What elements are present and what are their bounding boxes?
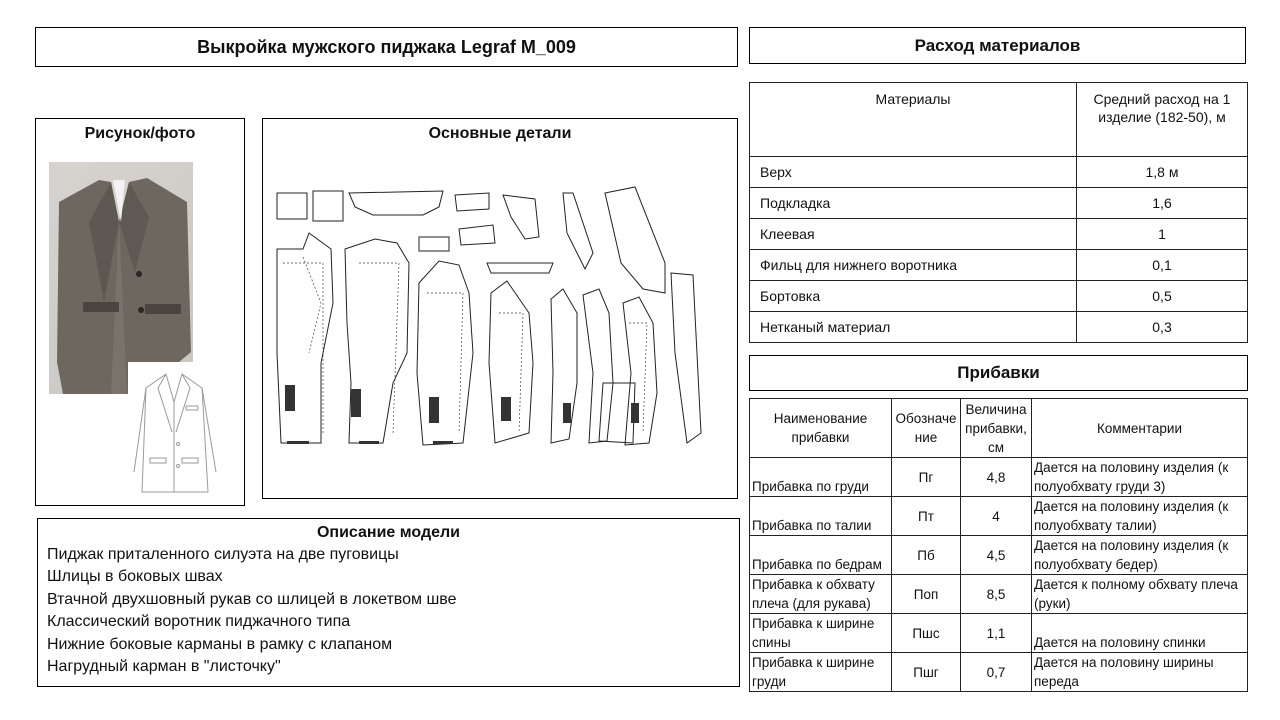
allowance-comment: Дается на половину изделия (к полуобхвату груди 3) <box>1032 458 1248 497</box>
allowance-code: Пб <box>892 536 961 575</box>
allowance-name: Прибавка по бедрам <box>750 536 892 575</box>
allowance-name: Прибавка по талии <box>750 497 892 536</box>
allowance-name: Прибавка к обхвату плеча (для рукава) <box>750 575 892 614</box>
details-panel <box>262 118 738 499</box>
allowance-row <box>750 497 1248 536</box>
material-amount: 0,3 <box>1077 312 1248 343</box>
material-name: Клеевая <box>750 219 1077 250</box>
material-amount: 1,6 <box>1077 188 1248 219</box>
page-title-box <box>35 27 738 67</box>
description-line: Втачной двухшовный рукав со шлицей в локетвом шве <box>47 590 457 608</box>
allowance-row <box>750 536 1248 575</box>
allowance-row <box>750 575 1248 614</box>
jacket-sketch <box>128 362 226 502</box>
material-name: Подкладка <box>750 188 1077 219</box>
allowance-name: Прибавка к ширине груди <box>750 653 892 692</box>
allowances-col-value: Величина прибавки, см <box>961 399 1032 458</box>
materials-col-name: Материалы <box>750 83 1077 157</box>
material-amount: 0,1 <box>1077 250 1248 281</box>
material-name: Верх <box>750 157 1077 188</box>
material-amount: 0,5 <box>1077 281 1248 312</box>
materials-col-amount: Средний расход на 1 изделие (182-50), м <box>1077 83 1248 157</box>
allowance-code: Пшс <box>892 614 961 653</box>
photo-panel-title: Рисунок/фото <box>84 125 196 142</box>
allowance-comment: Дается на половину изделия (к полуобхвату бедер) <box>1032 536 1248 575</box>
allowance-code: Поп <box>892 575 961 614</box>
allowance-comment: Дается на половину спинки <box>1032 614 1248 653</box>
allowances-table <box>749 398 1248 692</box>
allowance-value: 0,7 <box>961 653 1032 692</box>
allowance-code: Пшг <box>892 653 961 692</box>
material-amount: 1 <box>1077 219 1248 250</box>
allowance-name: Прибавка к ширине спины <box>750 614 892 653</box>
jacket-photo <box>49 162 193 394</box>
allowances-title: Прибавки <box>957 363 1040 382</box>
allowance-comment: Дается на половину ширины переда <box>1032 653 1248 692</box>
allowance-value: 4 <box>961 497 1032 536</box>
allowance-value: 1,1 <box>961 614 1032 653</box>
materials-row <box>750 188 1248 219</box>
description-panel <box>37 518 740 687</box>
description-line: Нижние боковые карманы в рамку с клапаном <box>47 635 393 653</box>
description-line: Пиджак приталенного силуэта на две пуговицы <box>47 546 399 563</box>
allowances-col-code: Обозначение <box>892 399 961 458</box>
material-name: Нетканый материал <box>750 312 1077 343</box>
description-line: Классический воротник пиджачного типа <box>47 613 351 631</box>
material-amount: 1,8 м <box>1077 157 1248 188</box>
allowance-name: Прибавка по груди <box>750 458 892 497</box>
allowance-code: Пт <box>892 497 961 536</box>
allowances-title-box <box>749 355 1248 391</box>
allowances-header-row <box>750 399 1248 458</box>
materials-row <box>750 281 1248 312</box>
allowance-row <box>750 458 1248 497</box>
allowance-comment: Дается на половину изделия (к полуобхвату талии) <box>1032 497 1248 536</box>
allowance-code: Пг <box>892 458 961 497</box>
materials-row <box>750 157 1248 188</box>
materials-row <box>750 219 1248 250</box>
description-list <box>47 544 739 678</box>
materials-row <box>750 312 1248 343</box>
allowance-comment: Дается к полному обхвату плеча (руки) <box>1032 575 1248 614</box>
details-panel-title: Основные детали <box>428 125 572 142</box>
description-title: Описание модели <box>316 524 461 541</box>
allowance-value: 4,8 <box>961 458 1032 497</box>
material-name: Фильц для нижнего воротника <box>750 250 1077 281</box>
allowance-value: 4,5 <box>961 536 1032 575</box>
allowance-value: 8,5 <box>961 575 1032 614</box>
materials-table <box>749 82 1248 343</box>
material-name: Бортовка <box>750 281 1077 312</box>
description-line: Шлицы в боковых швах <box>47 568 223 586</box>
page-title: Выкройка мужского пиджака Legraf M_009 <box>197 36 576 57</box>
allowance-row <box>750 614 1248 653</box>
materials-header-row <box>750 83 1248 157</box>
allowances-col-name: Наименование прибавки <box>750 399 892 458</box>
materials-title: Расход материалов <box>914 35 1081 55</box>
pattern-pieces <box>263 153 737 473</box>
allowances-col-comment: Комментарии <box>1032 399 1248 458</box>
allowance-row <box>750 653 1248 692</box>
description-line: Нагрудный карман в "листочку" <box>47 658 281 676</box>
photo-panel <box>35 118 245 506</box>
materials-title-box <box>749 27 1246 64</box>
materials-row <box>750 250 1248 281</box>
